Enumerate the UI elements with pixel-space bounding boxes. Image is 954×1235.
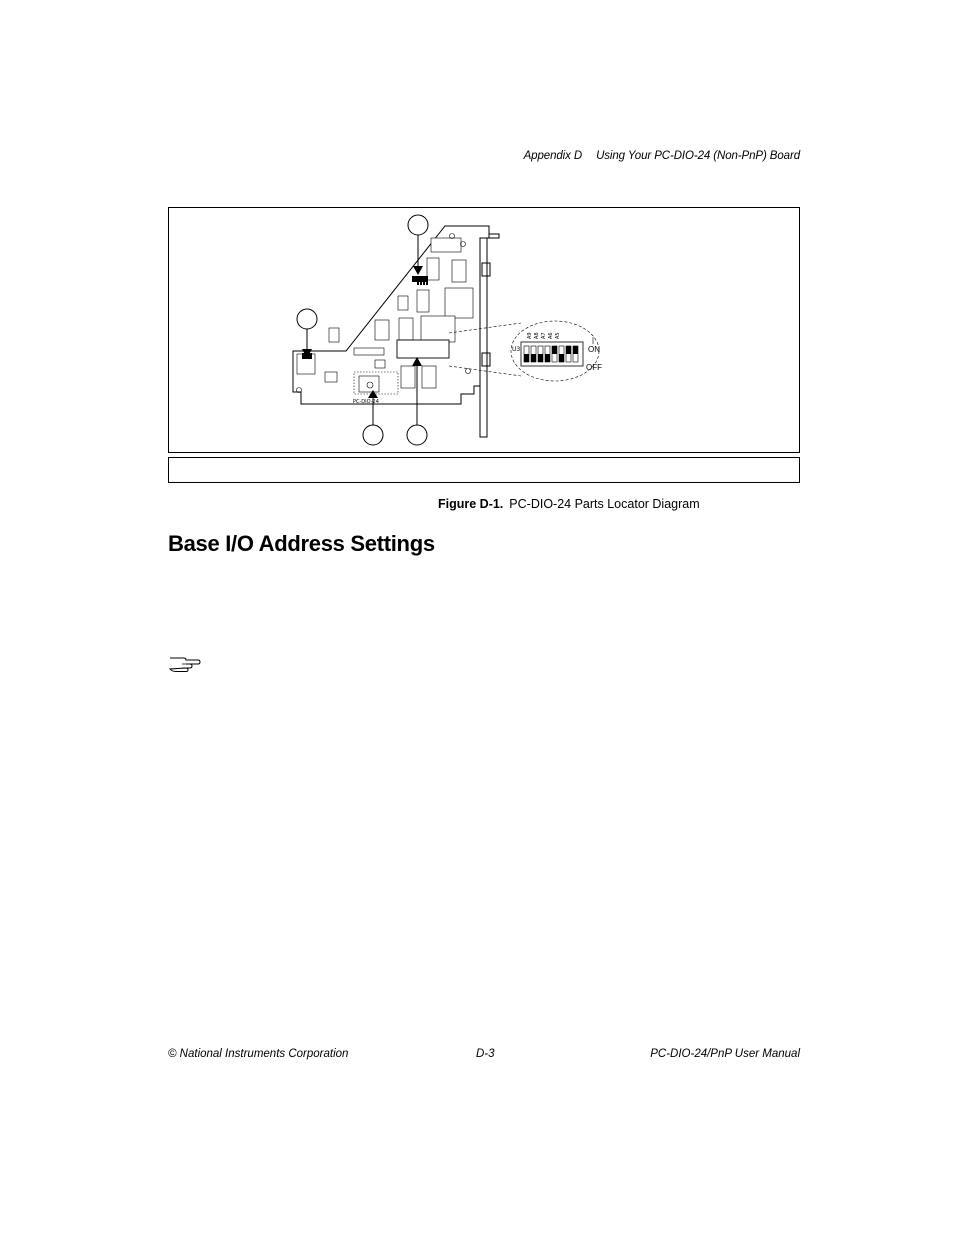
footer-copyright: © National Instruments Corporation (168, 1048, 349, 1060)
footer-page-number: D-3 (476, 1048, 495, 1060)
dip-switch-off-label: OFF (586, 363, 602, 372)
address-bit-label: A9 (527, 332, 533, 339)
dip-switch-magnified (521, 342, 583, 366)
figure-caption (438, 497, 700, 511)
callout-2 (297, 309, 317, 329)
pointing-hand-icon (168, 652, 204, 672)
figure-legend-box (168, 457, 800, 483)
board-diagram (169, 208, 799, 452)
address-bit-label: A6 (548, 332, 554, 339)
figure-caption-text: PC-DIO-24 Parts Locator Diagram (509, 497, 700, 511)
callout-4 (407, 425, 427, 445)
running-header (524, 150, 800, 162)
address-bit-labels (527, 332, 561, 339)
dip-switch-ref: U3 (512, 346, 521, 353)
section-heading: Base I/O Address Settings (168, 531, 435, 556)
header-chapter: Appendix D (523, 150, 583, 162)
parts-locator-figure (168, 207, 800, 453)
header-title: Using Your PC-DIO-24 (Non-PnP) Board (596, 150, 800, 162)
address-bit-label: A8 (534, 332, 540, 339)
address-bit-label: A5 (555, 332, 561, 339)
figure-caption-label: Figure D-1. (438, 497, 504, 511)
board-silkscreen-label: PC-DIO-24 (353, 399, 379, 405)
callout-3 (363, 425, 383, 445)
mounting-bracket (480, 234, 499, 437)
footer-manual-title: PC-DIO-24/PnP User Manual (650, 1048, 800, 1060)
callout-1 (408, 215, 428, 235)
dip-switch-on-label: ON (588, 345, 600, 354)
address-bit-label: A7 (541, 332, 547, 339)
